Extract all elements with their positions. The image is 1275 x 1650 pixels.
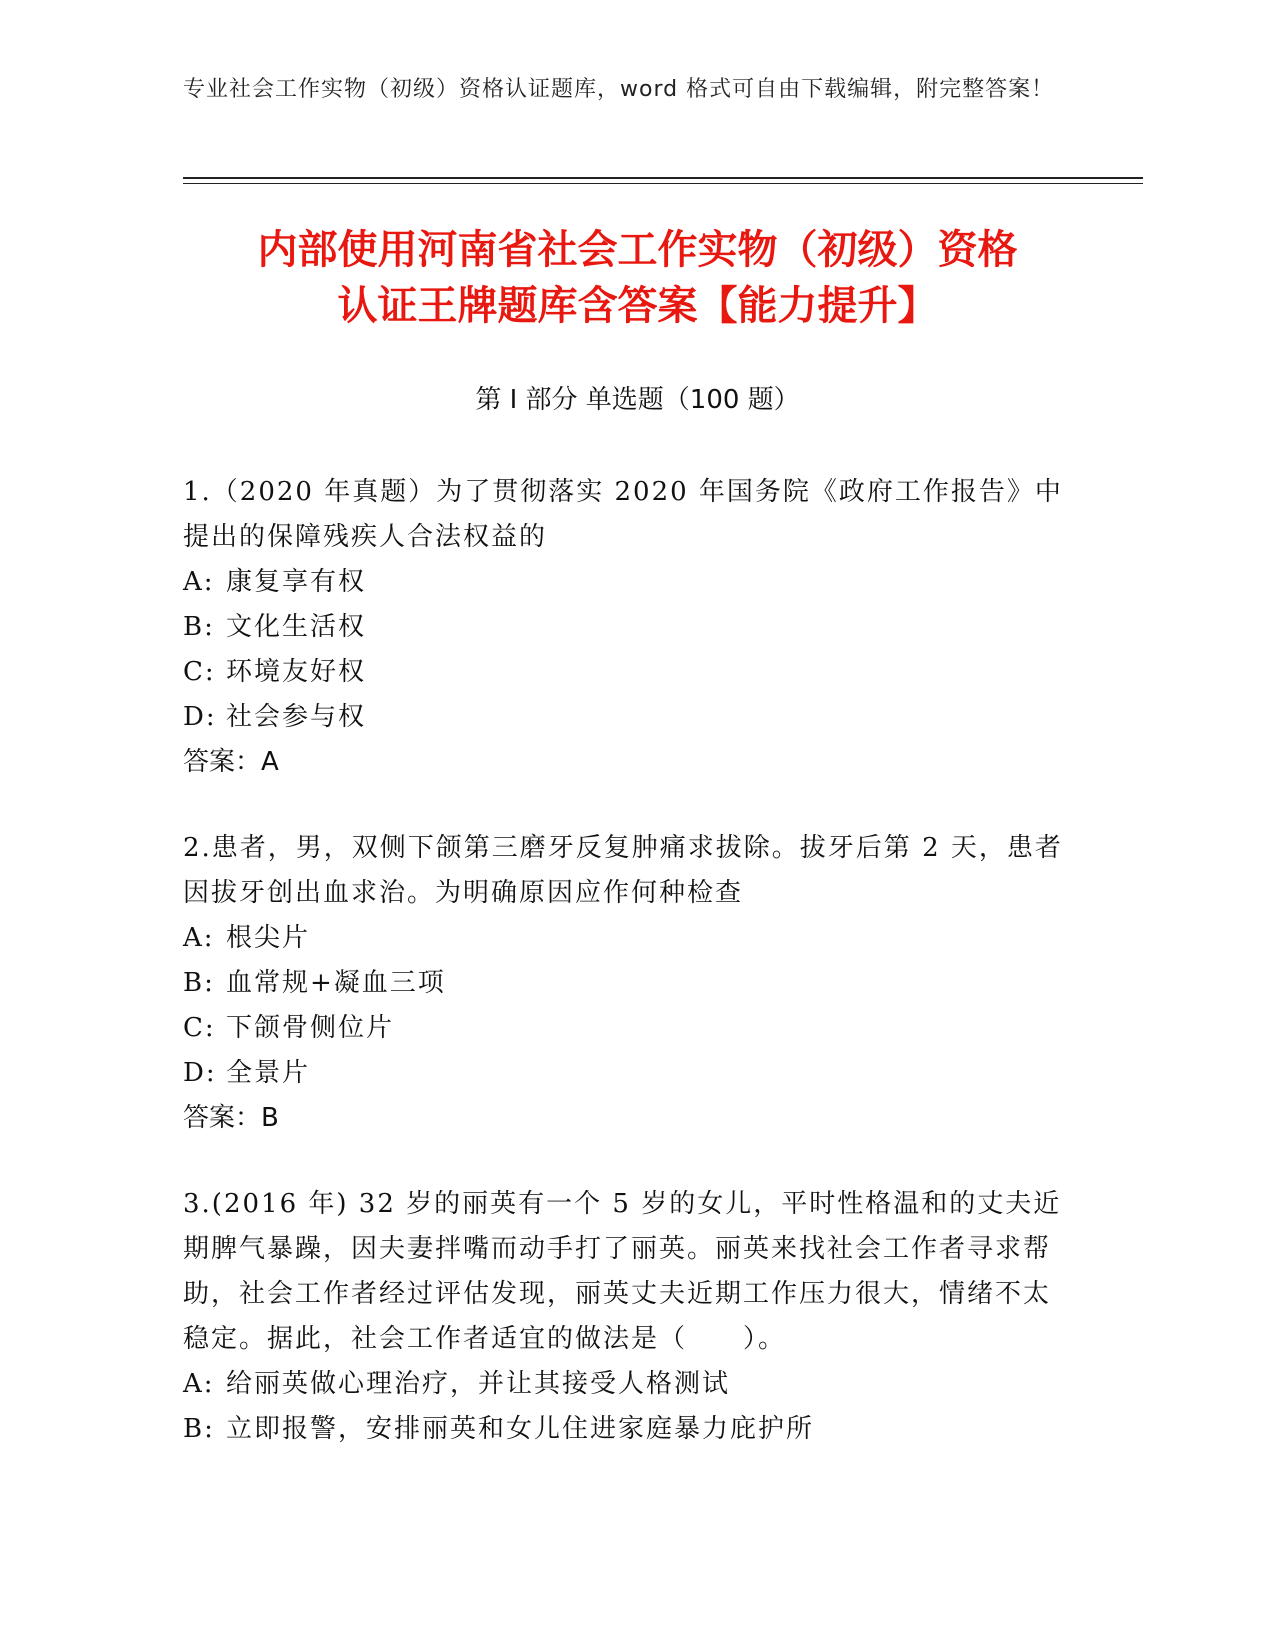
option-key: B:	[183, 968, 215, 998]
option-key: D:	[183, 1058, 217, 1088]
option-key: B:	[183, 612, 215, 642]
option-a	[183, 1362, 1063, 1407]
option-d	[183, 1051, 1063, 1096]
option-b	[183, 605, 1063, 650]
option-text: 环境友好权	[226, 657, 367, 687]
answer-label: 答案：A	[183, 747, 279, 777]
title-line-1: 内部使用河南省社会工作实物（初级）资格	[257, 227, 1018, 273]
question-list	[183, 470, 1063, 1493]
question-2	[183, 826, 1063, 1141]
option-text: 给丽英做心理治疗，并让其接受人格测试	[226, 1369, 731, 1399]
option-key: C:	[183, 1013, 216, 1043]
option-key: A:	[183, 567, 215, 597]
option-d	[183, 695, 1063, 740]
option-key: B:	[183, 1414, 215, 1444]
question-text: 2.患者，男，双侧下颌第三磨牙反复肿痛求拔除。拔牙后第 2 天，患者因拔牙创出血求治。为明确原因应作何种检查	[183, 833, 1063, 908]
option-text: 立即报警，安排丽英和女儿住进家庭暴力庇护所	[226, 1414, 815, 1444]
section-title: 第 I 部分 单选题（100 题）	[475, 385, 800, 415]
document-title	[150, 222, 1125, 334]
option-text: 下颌骨侧位片	[226, 1013, 395, 1043]
option-text: 康复享有权	[226, 567, 367, 597]
option-b	[183, 961, 1063, 1006]
answer-label: 答案：B	[183, 1103, 279, 1133]
option-text: 文化生活权	[226, 612, 367, 642]
question-text: 1.（2020 年真题）为了贯彻落实 2020 年国务院《政府工作报告》中提出的保障残疾人合法权益的	[183, 477, 1063, 552]
title-line-2: 认证王牌题库含答案【能力提升】	[337, 283, 938, 329]
option-text: 根尖片	[226, 923, 311, 953]
option-b	[183, 1407, 1063, 1452]
question-text: 3.(2016 年) 32 岁的丽英有一个 5 岁的女儿，平时性格温和的丈夫近期脾气暴躁，因夫妻拌嘴而动手打了丽英。丽英来找社会工作者寻求帮助，社会工作者经过评估发现，丽英丈夫近期工作压力很大，情绪不太稳定。据此，社会工作者适宜的做法是（ ）。	[183, 1189, 1062, 1354]
option-key: C:	[183, 657, 216, 687]
header-divider-thin	[183, 183, 1143, 184]
option-text: 全景片	[226, 1058, 311, 1088]
option-c	[183, 650, 1063, 695]
option-a	[183, 916, 1063, 961]
header-divider-thick	[183, 177, 1143, 179]
option-key: A:	[183, 923, 215, 953]
option-text: 社会参与权	[226, 702, 367, 732]
option-key: A:	[183, 1369, 215, 1399]
option-key: D:	[183, 702, 217, 732]
question-1	[183, 470, 1063, 785]
option-c	[183, 1006, 1063, 1051]
option-text: 血常规+凝血三项	[226, 968, 446, 998]
option-a	[183, 560, 1063, 605]
question-3	[183, 1182, 1063, 1452]
header-note: 专业社会工作实物（初级）资格认证题库，word 格式可自由下载编辑，附完整答案！	[183, 77, 1055, 102]
